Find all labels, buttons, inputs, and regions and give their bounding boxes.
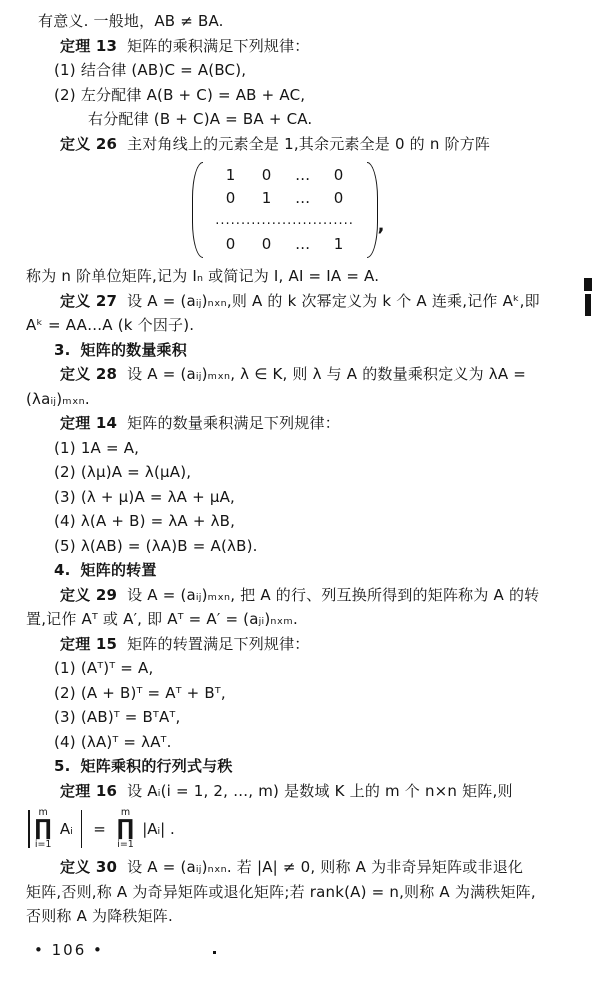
matrix-comma: , [377,215,385,236]
matrix-cell: 0 [261,166,272,184]
line-text: 矩阵的转置 [80,561,157,579]
product-symbol: ∏ [34,816,52,841]
text-line [26,880,590,905]
identity-matrix [26,158,550,262]
formula-rhs-term: |Aᵢ| . [142,820,175,838]
line-text: (4) λ(A + B) = λA + λB, [54,512,236,530]
matrix-cell: 0 [333,189,344,207]
matrix-cell: 0 [333,166,344,184]
line-label: 定义 27 [60,291,118,310]
product-operator [117,808,134,850]
product-lower-limit: i=1 [117,839,134,850]
matrix-row [213,187,357,210]
section-heading-4 [54,558,590,583]
formula-equals: = [93,820,106,838]
matrix-cell: … [295,235,311,253]
matrix-cell: … [295,189,311,207]
line-label: 5. [54,757,71,775]
text-line [54,681,590,706]
text-line [54,485,590,510]
product-symbol: ∏ [116,816,135,841]
line-label: 定理 14 [60,414,118,432]
text-line [54,656,590,681]
matrix-cell: 1 [333,235,344,253]
matrix-cell: 0 [261,235,272,253]
line-text: 矩阵的乘积满足下列规律： [127,36,310,55]
line-text: 设 A = (aᵢⱼ)ₘₓₙ, 把 A 的行、列互换所得到的矩阵称为 A 的转 [127,585,540,604]
line-text: (4) (λA)ᵀ = λAᵀ. [54,732,172,751]
line-text: 设 A = (aᵢⱼ)ₙₓₙ. 若 |A| ≠ 0, 则称 A 为非奇异矩阵或非退化 [127,858,524,876]
text-line-definition-30 [60,855,590,880]
matrix-grid [203,164,367,256]
text-line-theorem-14 [60,411,590,436]
line-text: 矩阵的数量乘积满足下列规律： [127,414,340,432]
line-text: 有意义. 一般地，AB ≠ BA. [38,12,224,30]
line-text: 矩阵的数量乘积 [80,340,187,359]
matrix-cell: 1 [225,166,236,184]
text-line [54,705,590,730]
line-label: 定理 16 [60,781,118,800]
line-text: (1) 1A = A, [54,438,140,457]
text-line [38,9,590,34]
scan-artifact [213,951,216,954]
product-operator [35,808,52,850]
line-text: 矩阵的转置满足下列规律： [127,634,310,653]
text-line-definition-27 [60,289,590,314]
line-text: (3) (λ + μ)A = λA + μA, [54,487,236,506]
text-line-theorem-16 [60,779,590,804]
line-text: 矩阵,否则,称 A 为奇异矩阵或退化矩阵;若 rank(A) = n,则称 A 为满秩矩阵, [26,882,536,901]
matrix-cell: 1 [261,189,272,207]
line-label: 定理 15 [60,634,118,653]
line-label: 3. [54,340,71,359]
text-line [26,607,590,632]
line-text: 矩阵乘积的行列式与秩 [80,757,233,775]
line-text: 否则称 A 为降秩矩阵. [26,907,173,925]
line-text: 设 Aᵢ(i = 1, 2, …, m) 是数域 K 上的 m 个 n×n 矩阵,则 [127,781,513,800]
product-lower-limit: i=1 [34,839,52,850]
text-line-definition-29 [60,583,590,608]
text-line [54,509,590,534]
text-line [54,460,590,485]
matrix-row [213,164,357,187]
matrix-cell: 0 [225,189,236,207]
formula-lhs-term: Aᵢ [59,820,73,838]
line-text: (2) 左分配律 A(B + C) = AB + AC, [54,85,306,104]
line-text: (2) (λμ)A = λ(μA), [54,463,192,481]
line-label: 定义 28 [60,365,118,383]
line-label: 定义 29 [60,585,118,604]
product-upper-limit: m [38,807,48,818]
matrix-cell: 0 [225,235,236,253]
line-text: (1) (Aᵀ)ᵀ = A, [54,659,154,677]
line-text: 称为 n 阶单位矩阵,记为 Iₙ 或简记为 I, AI = IA = A. [26,267,380,285]
line-text: (1) 结合律 (AB)C = A(BC), [54,61,247,79]
text-line-theorem-13 [60,34,590,59]
text-line [54,534,590,559]
text-line-theorem-15 [60,632,590,657]
text-line [26,264,590,289]
det-bar [28,810,30,848]
line-text: (λaᵢⱼ)ₘₓₙ. [26,389,90,408]
line-text: 右分配律 (B + C)A = BA + CA. [88,110,313,128]
det-bar [81,810,83,848]
page-number: • 106 • [34,941,104,959]
text-line [26,313,590,338]
line-label: 4. [54,561,71,579]
text-line [54,83,590,108]
section-heading-3 [54,338,590,363]
text-line-definition-26 [60,132,590,157]
text-line-definition-28 [60,362,590,387]
text-line [26,904,590,929]
line-text: Aᵏ = AA…A (k 个因子). [26,316,195,334]
right-paren [367,162,378,258]
scan-artifact [584,278,592,291]
line-text: 主对角线上的元素全是 1,其余元素全是 0 的 n 阶方阵 [127,134,491,153]
line-label: 定理 13 [60,36,118,55]
section-heading-5 [54,754,590,779]
matrix-cell: … [295,166,311,184]
line-text: 设 A = (aᵢⱼ)ₙₓₙ,则 A 的 k 次幂定义为 k 个 A 连乘,记作 Aᵏ,即 [127,291,540,310]
text-line [26,387,590,412]
matrix-row [213,233,357,256]
line-label: 定义 30 [60,858,118,876]
text-line [54,436,590,461]
text-line [88,107,590,132]
determinant-product-formula [28,803,590,855]
text-line [54,58,590,83]
line-text: 置,记作 Aᵀ 或 A′, 即 Aᵀ = A′ = (aⱼᵢ)ₙₓₘ. [26,610,298,628]
left-paren [192,162,203,258]
line-text: (3) (AB)ᵀ = BᵀAᵀ, [54,708,181,726]
matrix-dots-row: ........................... [215,213,354,228]
text-line [54,730,590,755]
line-text: (5) λ(AB) = (λA)B = A(λB). [54,536,258,555]
product-upper-limit: m [120,807,131,818]
line-label: 定义 26 [60,134,118,153]
scan-artifact [585,294,591,316]
line-text: (2) (A + B)ᵀ = Aᵀ + Bᵀ, [54,683,226,702]
line-text: 设 A = (aᵢⱼ)ₘₓₙ, λ ∈ K, 则 λ 与 A 的数量乘积定义为 λA = [127,365,527,383]
